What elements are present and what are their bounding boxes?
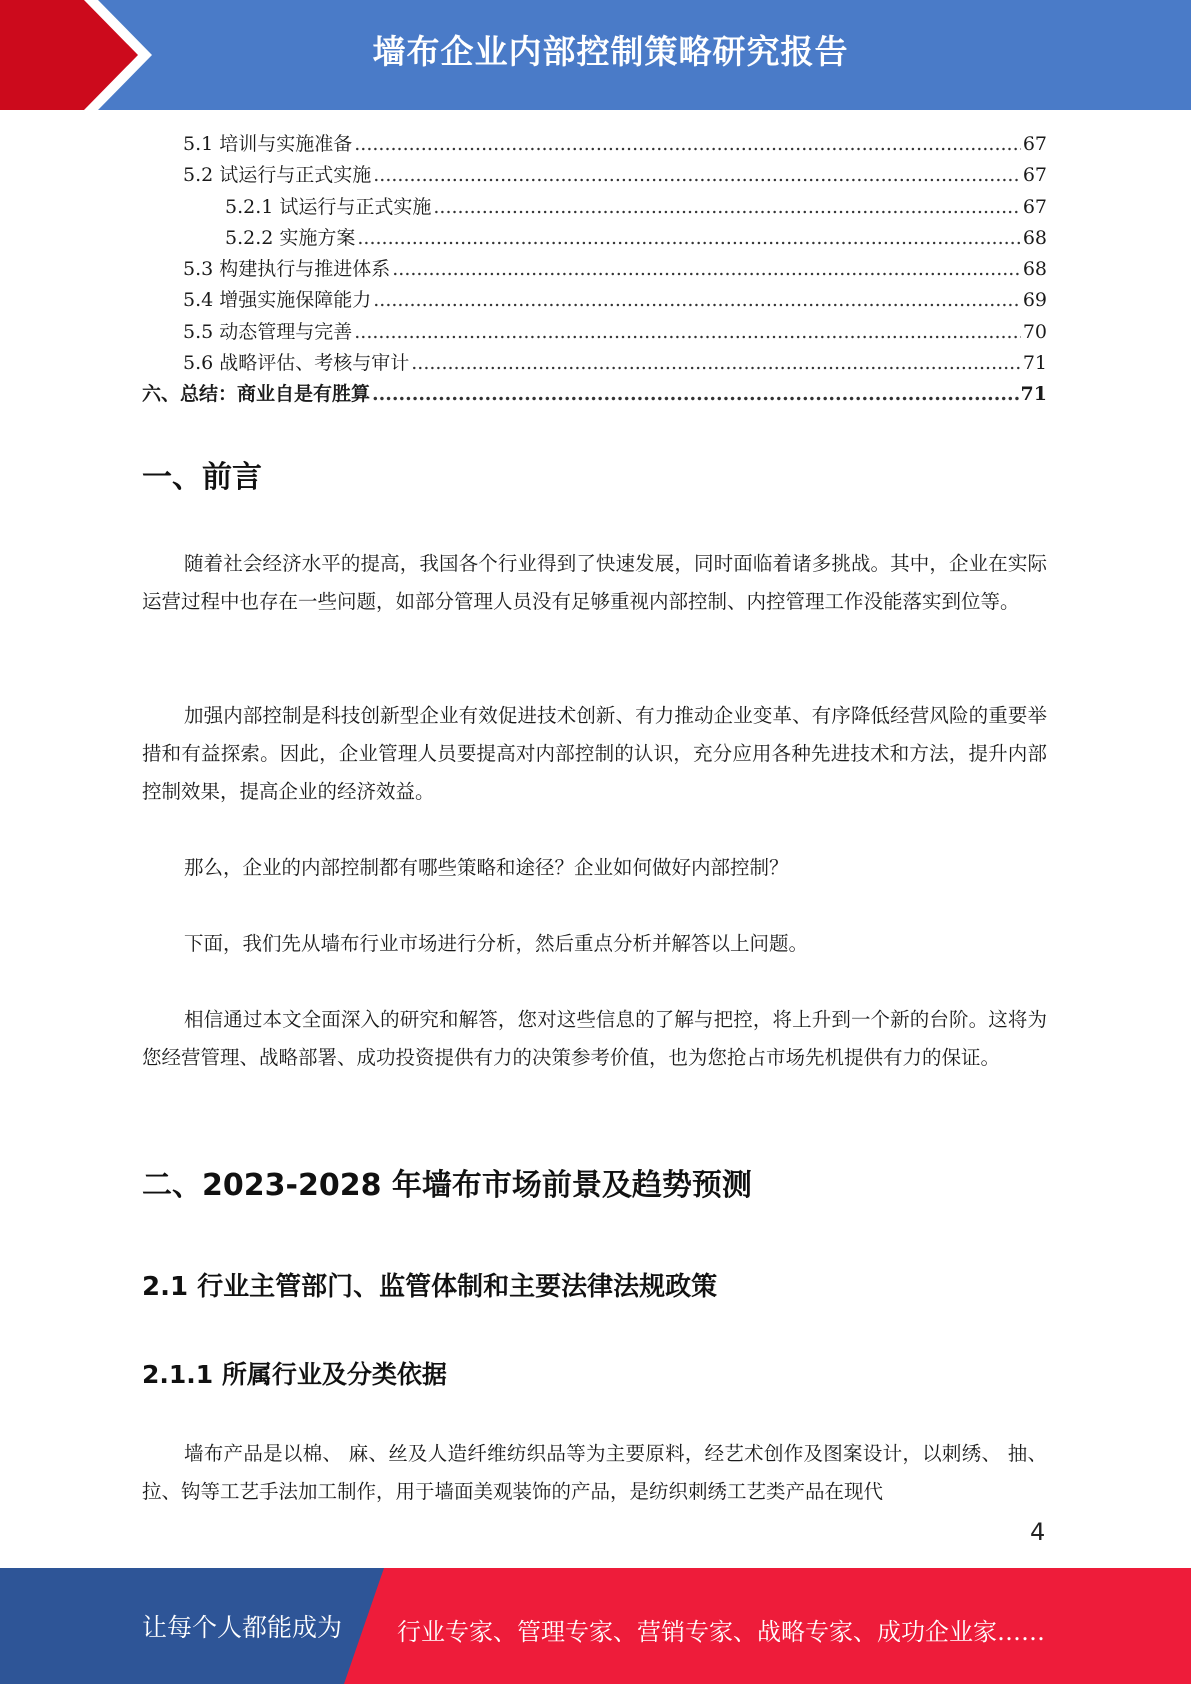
toc-leader-dots (373, 289, 1021, 311)
body-paragraph: 墙布产品是以棉、 麻、丝及人造纤维纺织品等为主要原料，经艺术创作及图案设计，以刺绣、 抽、拉、钩等工艺手法加工制作，用于墙面美观装饰的产品，是纺织刺绣工艺类产品在现代 (142, 1442, 1047, 1503)
subsubsection-heading: 2.1.1 所属行业及分类依据 (142, 1360, 447, 1389)
toc-entry[interactable] (142, 348, 1047, 379)
toc-entry-label: 六、总结：商业自是有胜算 (142, 383, 371, 406)
toc-leader-dots (354, 133, 1021, 155)
section-heading-preface: 一、前言 (142, 460, 262, 495)
toc-entry[interactable] (142, 285, 1047, 316)
toc-entry-page: 67 (1022, 164, 1047, 187)
toc-entry-label: 5.6 战略评估、考核与审计 (183, 352, 410, 375)
toc-entry[interactable] (142, 379, 1047, 410)
toc-entry-page: 68 (1022, 226, 1047, 249)
toc-entry-page: 70 (1022, 320, 1047, 343)
report-title: 墙布企业内部控制策略研究报告 (372, 32, 849, 71)
footer-slogan-left: 让每个人都能成为 (142, 1613, 343, 1642)
body-paragraph: 那么，企业的内部控制都有哪些策略和途径？企业如何做好内部控制？ (184, 856, 789, 879)
table-of-contents (142, 129, 1047, 411)
toc-entry[interactable] (142, 129, 1047, 160)
toc-entry-label: 5.1 培训与实施准备 (183, 133, 353, 155)
toc-leader-dots (433, 196, 1020, 218)
toc-leader-dots (411, 352, 1021, 374)
toc-entry-page: 71 (1020, 383, 1047, 406)
toc-entry-page: 67 (1022, 195, 1047, 218)
body-paragraph: 随着社会经济水平的提高，我国各个行业得到了快速发展，同时面临着诸多挑战。其中，企业在实际运营过程中也存在一些问题，如部分管理人员没有足够重视内部控制、内控管理工作没能落实到位等。 (142, 552, 1047, 613)
toc-entry[interactable] (142, 254, 1047, 285)
toc-entry-label: 5.2 试运行与正式实施 (183, 164, 372, 187)
footer-slogan-right: 行业专家、管理专家、营销专家、战略专家、成功企业家…… (397, 1618, 1045, 1646)
toc-entry-label: 5.3 构建执行与推进体系 (183, 258, 391, 281)
page-number: 4 (1030, 1518, 1046, 1546)
body-paragraph: 加强内部控制是科技创新型企业有效促进技术创新、有力推动企业变革、有序降低经营风险的重要举措和有益探索。因此，企业管理人员要提高对内部控制的认识，充分应用各种先进技术和方法，提升内部控制效果，提高企业的经济效益。 (142, 704, 1047, 803)
toc-entry[interactable] (142, 160, 1047, 191)
toc-entry-label: 5.5 动态管理与完善 (183, 320, 353, 343)
toc-entry-page: 71 (1022, 352, 1047, 375)
toc-entry[interactable] (142, 317, 1047, 348)
toc-leader-dots (354, 321, 1021, 343)
toc-leader-dots (372, 383, 1019, 405)
toc-leader-dots (373, 164, 1021, 186)
toc-entry-page: 68 (1022, 258, 1047, 281)
subsection-heading: 2.1 行业主管部门、监管体制和主要法律法规政策 (142, 1272, 718, 1302)
toc-leader-dots (392, 258, 1021, 280)
toc-entry-label: 5.4 增强实施保障能力 (183, 289, 372, 312)
toc-entry[interactable] (142, 192, 1047, 223)
body-paragraph: 相信通过本文全面深入的研究和解答，您对这些信息的了解与把控，将上升到一个新的台阶。这将为您经营管理、战略部署、成功投资提供有力的决策参考价值，也为您抢占市场先机提供有力的保证。 (142, 1008, 1047, 1069)
body-paragraph: 下面，我们先从墙布行业市场进行分析，然后重点分析并解答以上问题。 (184, 932, 809, 955)
toc-entry[interactable] (142, 223, 1047, 254)
toc-leader-dots (357, 227, 1020, 249)
toc-entry-label: 5.2.2 实施方案 (225, 226, 356, 249)
toc-entry-page: 69 (1022, 289, 1047, 312)
toc-entry-page: 67 (1022, 133, 1047, 155)
toc-entry-label: 5.2.1 试运行与正式实施 (225, 195, 432, 218)
section-heading-forecast: 二、2023-2028 年墙布市场前景及趋势预测 (142, 1168, 752, 1203)
